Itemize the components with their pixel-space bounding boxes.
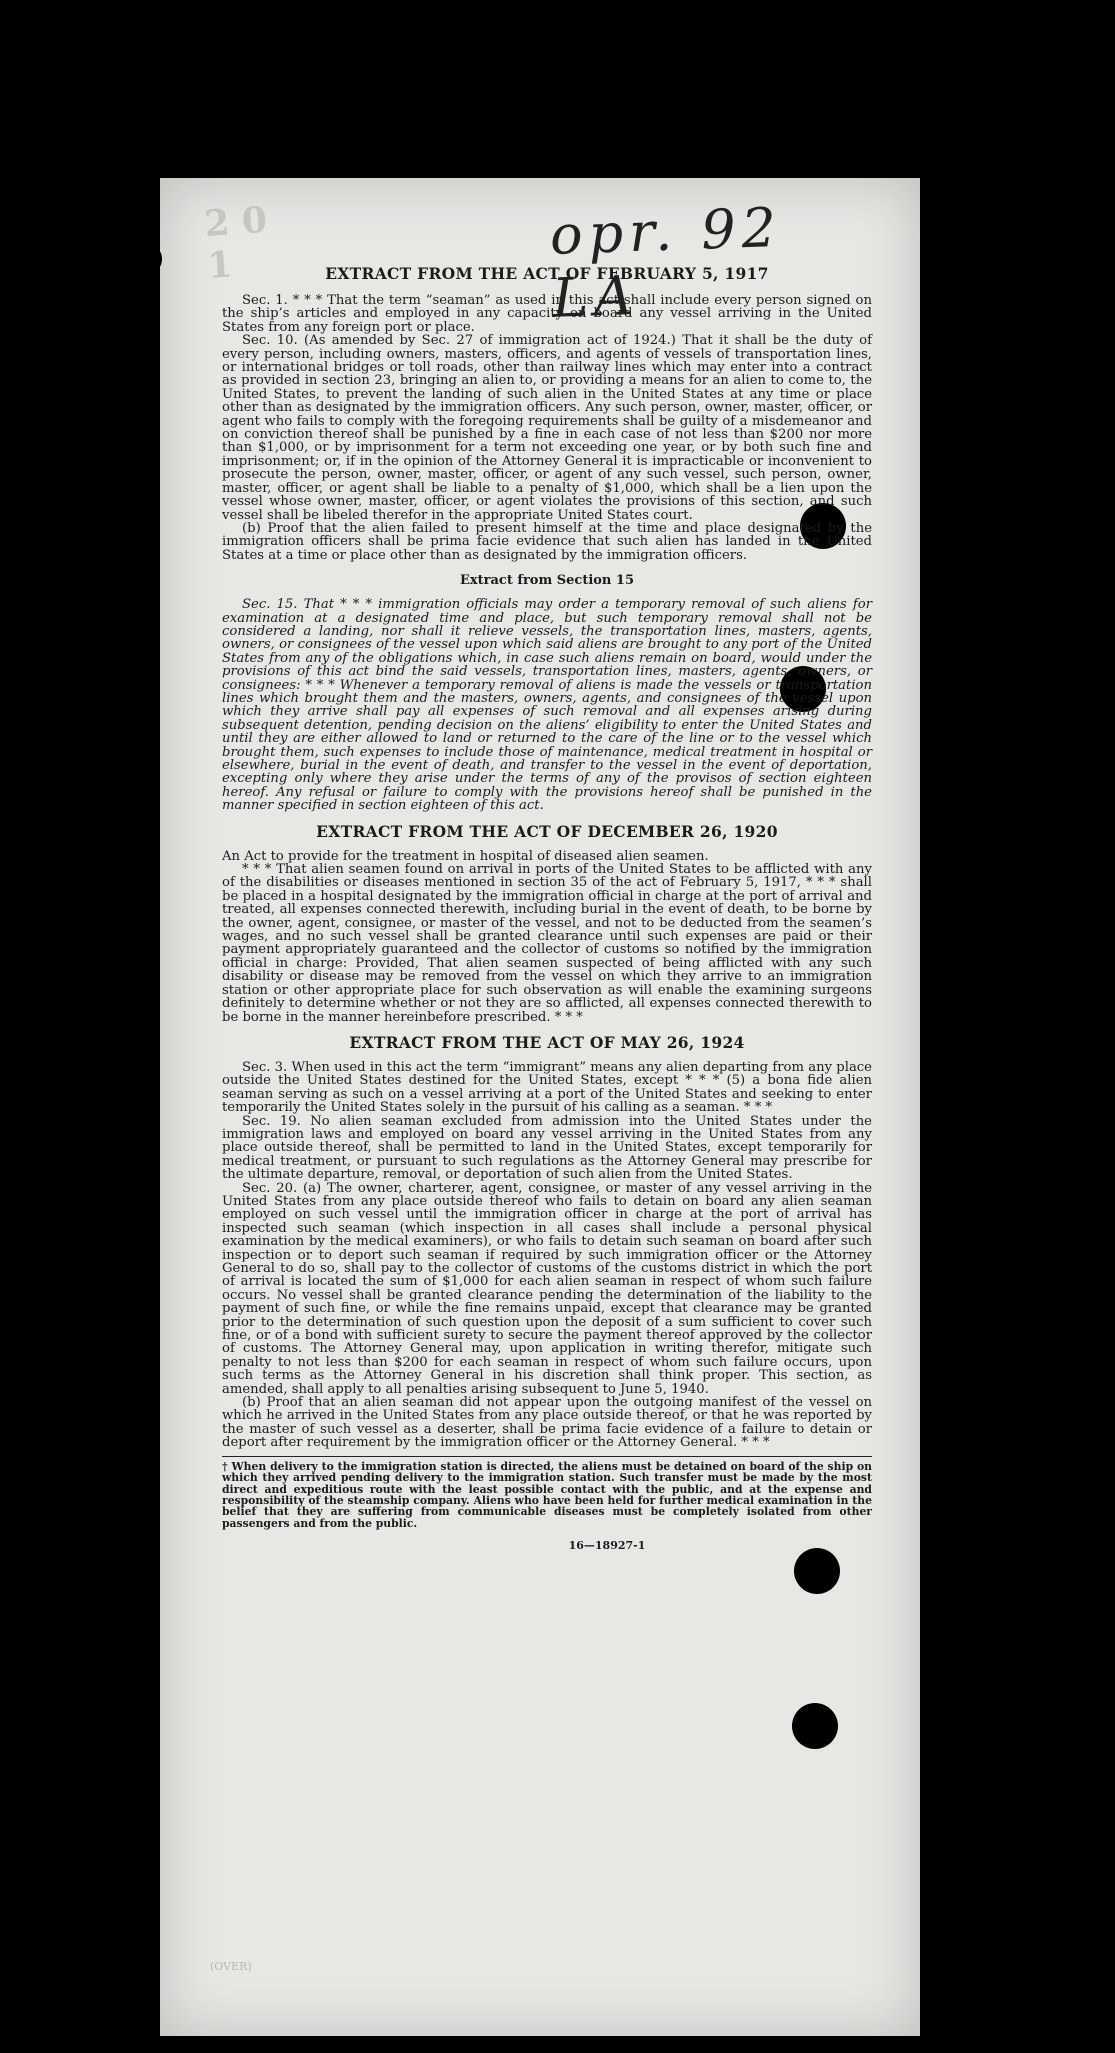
punch-mark: [148, 248, 162, 270]
form-number: 16—18927-1: [568, 1539, 646, 1553]
act-1920-intro: An Act to provide for the treatment in hospital of diseased alien seamen.: [222, 848, 709, 864]
act-1920-heading: EXTRACT FROM THE ACT OF DECEMBER 26, 1920: [316, 821, 778, 841]
document-page: [160, 178, 920, 2036]
section-19-paragraph: Sec. 19. No alien seaman excluded from admission into the United States under the immigration laws and employed on board any vessel arriving in the United States from any place outside thereof, shall be permitted to land in the United States, except temporarily for medical treatment, or pursuant to such regulations as the Attorney General may prescribe for the ultimate departure, removal, or deportation of such alien from the United States.: [222, 1113, 872, 1183]
section-1-paragraph: Sec. 1. * * * That the term “seaman” as used in this act shall include every person signed on the ship’s articles and employed in any capacity on board any vessel arriving in the United States from any foreign port or place.: [222, 293, 872, 335]
section-15-heading: Extract from Section 15: [459, 573, 635, 589]
act-1917-heading: EXTRACT FROM THE ACT OF FEBRUARY 5, 1917: [325, 264, 769, 283]
section-15-paragraph: Sec. 15. That * * * immigration officials may order a temporary removal of such aliens for examination at a designated time and place, but such temporary removal shall not be considered a landing, nor shall it relieve vessels, the transportation lines, masters, agents, owners, or consignees of the vessel upon which said aliens are brought to any port of the United States from any of the obligations which, in case such aliens remain on board, would under the provisions of this act bind the said vessels, transportation lines, masters, agents, owners, or consignees: * * * Whenever a temporary removal of aliens is made the vessels or transportation lines which brought them and the masters, owners, agents, and consignees of the vessel upon which they arrive shall pay all expenses of such removal and all expenses arising during subsequent detention, pending decision on the aliens’ eligibility to enter the United States and until they are either allowed to land or returned to the care of the line or to the vessel which brought them, such expenses to include those of maintenance, medical treatment in hospital or elsewhere, burial in the event of death, and transfer to the vessel in the event of deportation, excepting only where they arise under the terms of any of the provisos of section eighteen hereof. Any refusal or failure to comply with the provisions hereof shall be punished in the manner specified in section eighteen of this act.: [222, 597, 872, 814]
faded-stamp: 2 0 1: [203, 198, 269, 288]
section-20b-paragraph: (b) Proof that an alien seaman did not appear upon the outgoing manifest of the vessel on which he arrived in the United States from any place outside thereof, or that he was reported by the master of such vessel as a deserter, shall be prima facie evidence of a failure to detain or deport after requirement by the immigration officer or the Attorney General. * * *: [222, 1395, 872, 1451]
act-1924-heading: EXTRACT FROM THE ACT OF MAY 26, 1924: [349, 1032, 745, 1052]
punch-hole: [792, 1703, 838, 1749]
act-1920-paragraph: * * * That alien seamen found on arrival in ports of the United States to be afflicted with any of the disabilities or diseases mentioned in section 35 of the act of February 5, 1917, * * * shall be placed in a hospital designated by the immigration official in charge at the port of arrival and treated, all expenses connected therewith, including burial in the event of death, to be borne by the owner, agent, consignee, or master of the vessel, and not to be deducted from the seamen’s wages, and no such vessel shall be granted clearance until such expenses are paid or their payment appropriately guaranteed and the collector of customs so notified by the immigration official in charge: Provided, That alien seamen suspected of being afflicted with any such disability or disease may be removed from the vessel on which they arrive to an immigration station or other appropriate place for such observation as will enable the examining surgeons definitely to determine whether or not they are so afflicted, all expenses connected therewith to be borne in the manner hereinbefore prescribed. * * *: [222, 862, 872, 1025]
footnote-divider: [222, 1456, 872, 1457]
section-10b-paragraph: (b) Proof that the alien failed to present himself at the time and place designated by the immigration officers shall be prima facie evidence that such alien has landed in the United States at a time or place other than as designated by the immigration officers.: [222, 520, 872, 563]
document-body: [222, 264, 872, 1552]
punch-hole: [794, 1548, 840, 1594]
footnote: † When delivery to the immigration station is directed, the aliens must be detained on board of the ship on which they arrived pending delivery to the immigration station. Such transfer must be made by the most direct and expeditious route with the least possible contact with the public, and at the expense and responsibility of the steamship company. Aliens who have been held for further medical examination in the belief that they are suffering from communicable diseases must be completely isolated from other passengers and from the public.: [222, 1459, 872, 1530]
section-20a-paragraph: Sec. 20. (a) The owner, charterer, agent, consignee, or master of any vessel arriving in the United States from any place outside thereof who fails to detain on board any alien seaman employed on such vessel until the immigration officer in charge at the port of arrival has inspected such seaman (which inspection in all cases shall include a personal physical examination by the medical examiners), or who fails to detain such seaman on board after such inspection or to deport such seaman if required by such immigration officer or the Attorney General to do so, shall pay to the collector of customs of the customs district in which the port of arrival is located the sum of $1,000 for each alien seaman in respect of whom such failure occurs. No vessel shall be granted clearance pending the determination of the liability to the payment of such fine, or while the fine remains unpaid, except that clearance may be granted prior to the determination of such question upon the deposit of a sum sufficient to cover such fine, or of a bond with sufficient surety to secure the payment thereof approved by the collector of customs. The Attorney General may, upon application in writing therefor, mitigate such penalty to not less than $200 for each seaman in respect of whom such failure occurs, upon such terms as the Attorney General in his discretion shall think proper. This section, as amended, shall apply to all penalties arising subsequent to June 5, 1940.: [222, 1180, 872, 1397]
section-10-paragraph: Sec. 10. (As amended by Sec. 27 of immigration act of 1924.) That it shall be the duty of every person, including owners, masters, officers, and agents of vessels of transportation lines, or international bridges or toll roads, other than railway lines which may enter into a contract as provided in section 23, bringing an alien to, or providing a means for an alien to come to, the United States, to prevent the landing of such alien in the United States at any time or place other than as designated by the immigration officers. Any such person, owner, master, officer, or agent who fails to comply with the foregoing requirements shall be guilty of a misdemeanor and on conviction thereof shall be punished by a fine in each case of not less than $200 nor more than $1,000, or by imprisonment for a term not exceeding one year, or by both such fine and imprisonment; or, if in the opinion of the Attorney General it is impracticable or inconvenient to prosecute the person, owner, master, officer, or agent of any such vessel, such person, owner, master, officer, or agent shall be liable to a penalty of $1,000, which shall be a lien upon the vessel whose owner, master, officer, or agent violates the provisions of this section, and such vessel shall be libeled therefor in the appropriate United States court.: [222, 333, 872, 523]
handwritten-annotation: opr. 92 LA: [548, 195, 783, 330]
faint-over-mark: (OVER): [210, 1960, 252, 1973]
section-3-paragraph: Sec. 3. When used in this act the term “immigrant” means any alien departing from any place outside the United States destined for the United States, except * * * (5) a bona fide alien seaman serving as such on a vessel arriving at a port of the United States and seeking to enter temporarily the United States solely in the pursuit of his calling as a seaman. * * *: [222, 1059, 872, 1116]
